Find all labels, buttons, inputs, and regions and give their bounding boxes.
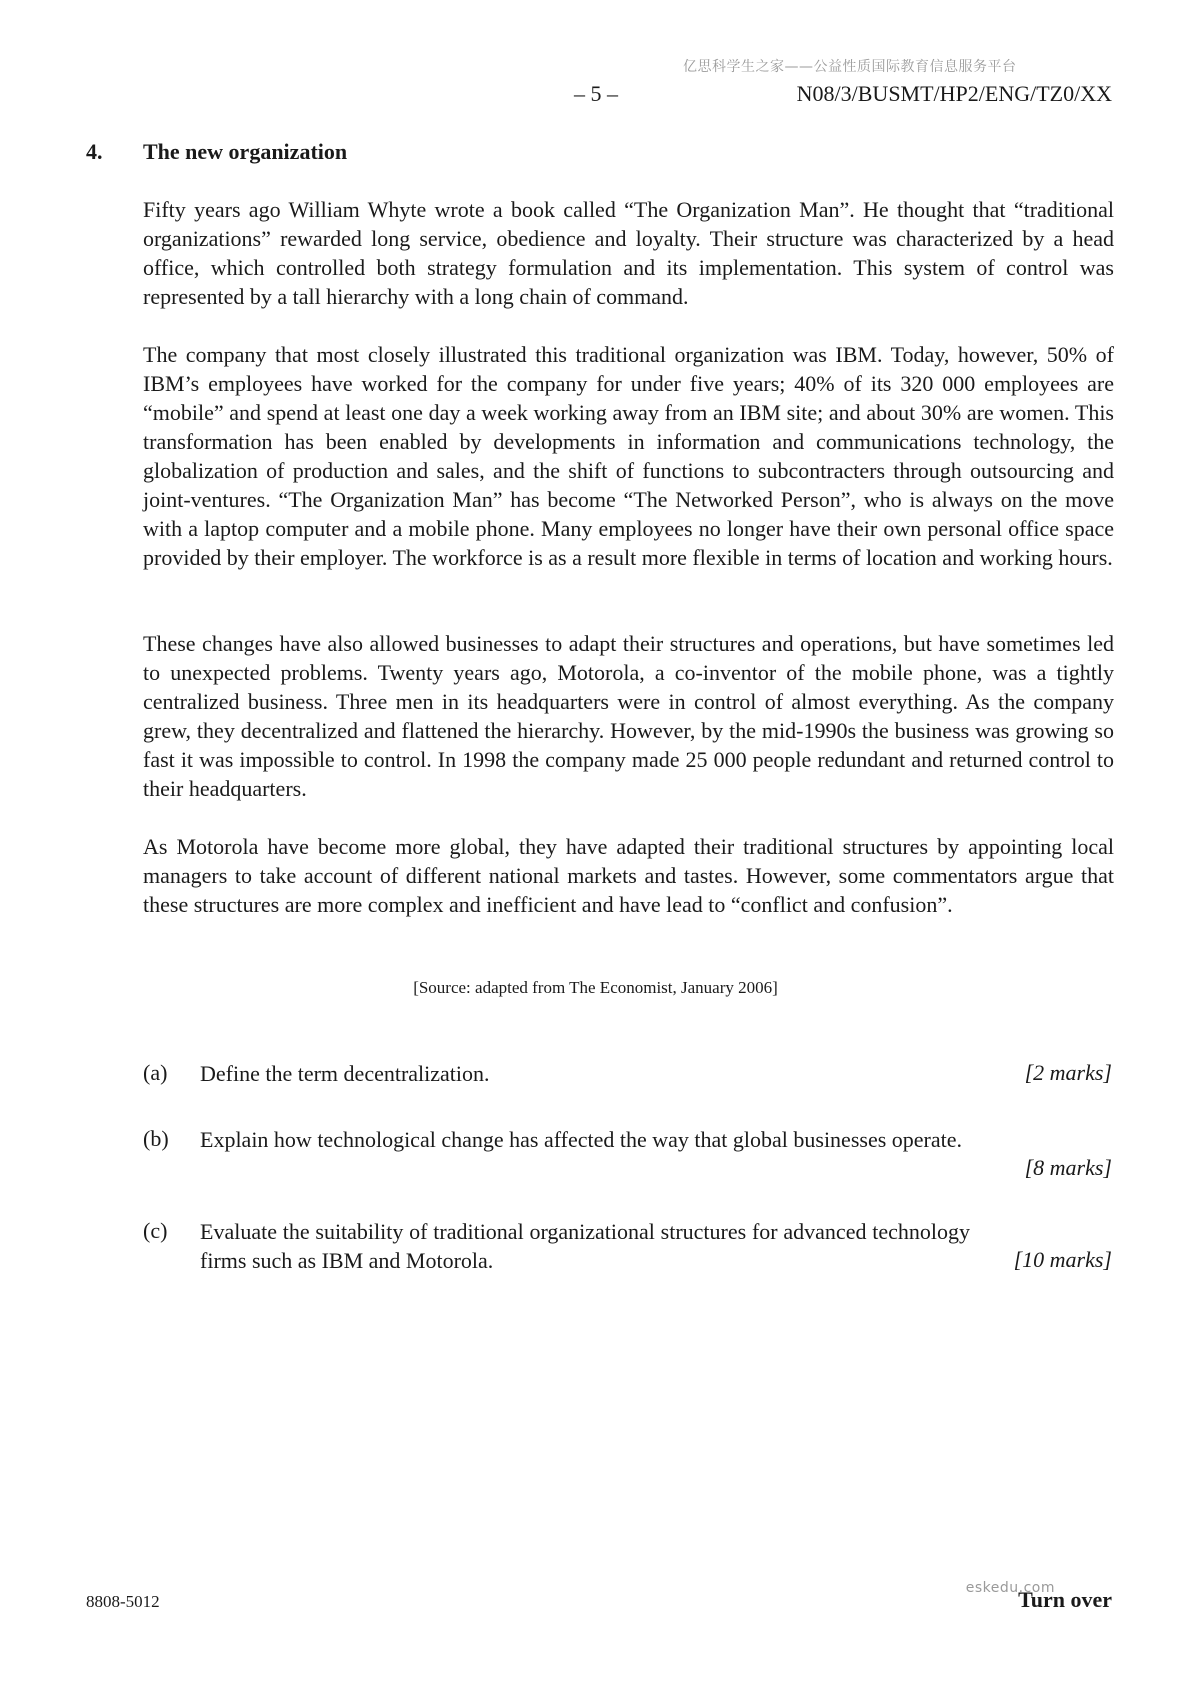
- header-watermark: 亿思科学生之家——公益性质国际教育信息服务平台: [683, 59, 1017, 75]
- question-number: 4.: [86, 139, 103, 164]
- subquestion-a-text: Define the term decentralization.: [200, 1061, 490, 1086]
- subquestion-b-letter: (b): [143, 1126, 169, 1151]
- subquestion-b-marks: [8 marks]: [1024, 1155, 1112, 1180]
- question-title: The new organization: [143, 139, 348, 164]
- subquestion-b-text: Explain how technological change has affected the way that global businesses operate.: [200, 1127, 962, 1152]
- subquestion-a-marks: [2 marks]: [1024, 1060, 1112, 1085]
- footer-watermark: eskedu.com: [965, 1580, 1055, 1596]
- paragraph-3: These changes have also allowed businesses to adapt their structures and operations, but have sometimes led to unexpected problems. Twenty years ago, Motorola, a co-inventor of the mobile phone, was a tightly centralized business. Three men in its headquarters were in control of almost everything. As the company grew, they decentralized and flattened the hierarchy. However, by the mid-1990s the business was growing so fast it was impossible to control. In 1998 the company made 25 000 people redundant and returned control to their headquarters.: [143, 631, 1114, 801]
- subquestion-c-letter: (c): [143, 1218, 168, 1243]
- subquestion-a-letter: (a): [143, 1060, 168, 1085]
- paragraph-4: As Motorola have become more global, they have adapted their traditional structures by appointing local managers to take account of different national markets and tastes. However, some commentators argue that these structures are more complex and inefficient and have lead to “conflict and confusion”.: [143, 834, 1114, 917]
- page-number: – 5 –: [574, 81, 618, 106]
- paragraph-2: The company that most closely illustrated this traditional organization was IBM. Today, however, 50% of IBM’s employees have worked for the company for under five years; 40% of its 320 000 employees are “mobile” and spend at least one day a week working away from an IBM site; and about 30% are women. This transformation has been enabled by developments in information and communications technology, the globalization of production and sales, and the shift of functions to subcontracters through outsourcing and joint-ventures. “The Organization Man” has become “The Networked Person”, who is always on the move with a laptop computer and a mobile phone. Many employees no longer have their own personal office space provided by their employer. The workforce is as a result more flexible in terms of location and working hours.: [143, 342, 1114, 570]
- turn-over-label: Turn over: [1018, 1587, 1112, 1612]
- source-citation: [Source: adapted from The Economist, January 2006]: [413, 978, 778, 997]
- paper-code: N08/3/BUSMT/HP2/ENG/TZ0/XX: [796, 81, 1112, 106]
- footer-code: 8808-5012: [86, 1592, 160, 1611]
- subquestion-c-text: Evaluate the suitability of traditional organizational structures for advanced technology firms such as IBM and Motorola.: [200, 1219, 970, 1273]
- subquestion-c-marks: [10 marks]: [1013, 1247, 1112, 1272]
- paragraph-1: Fifty years ago William Whyte wrote a book called “The Organization Man”. He thought that “traditional organizations” rewarded long service, obedience and loyalty. Their structure was characterized by a head office, which controlled both strategy formulation and its implementation. This system of control was represented by a tall hierarchy with a long chain of command.: [143, 197, 1114, 309]
